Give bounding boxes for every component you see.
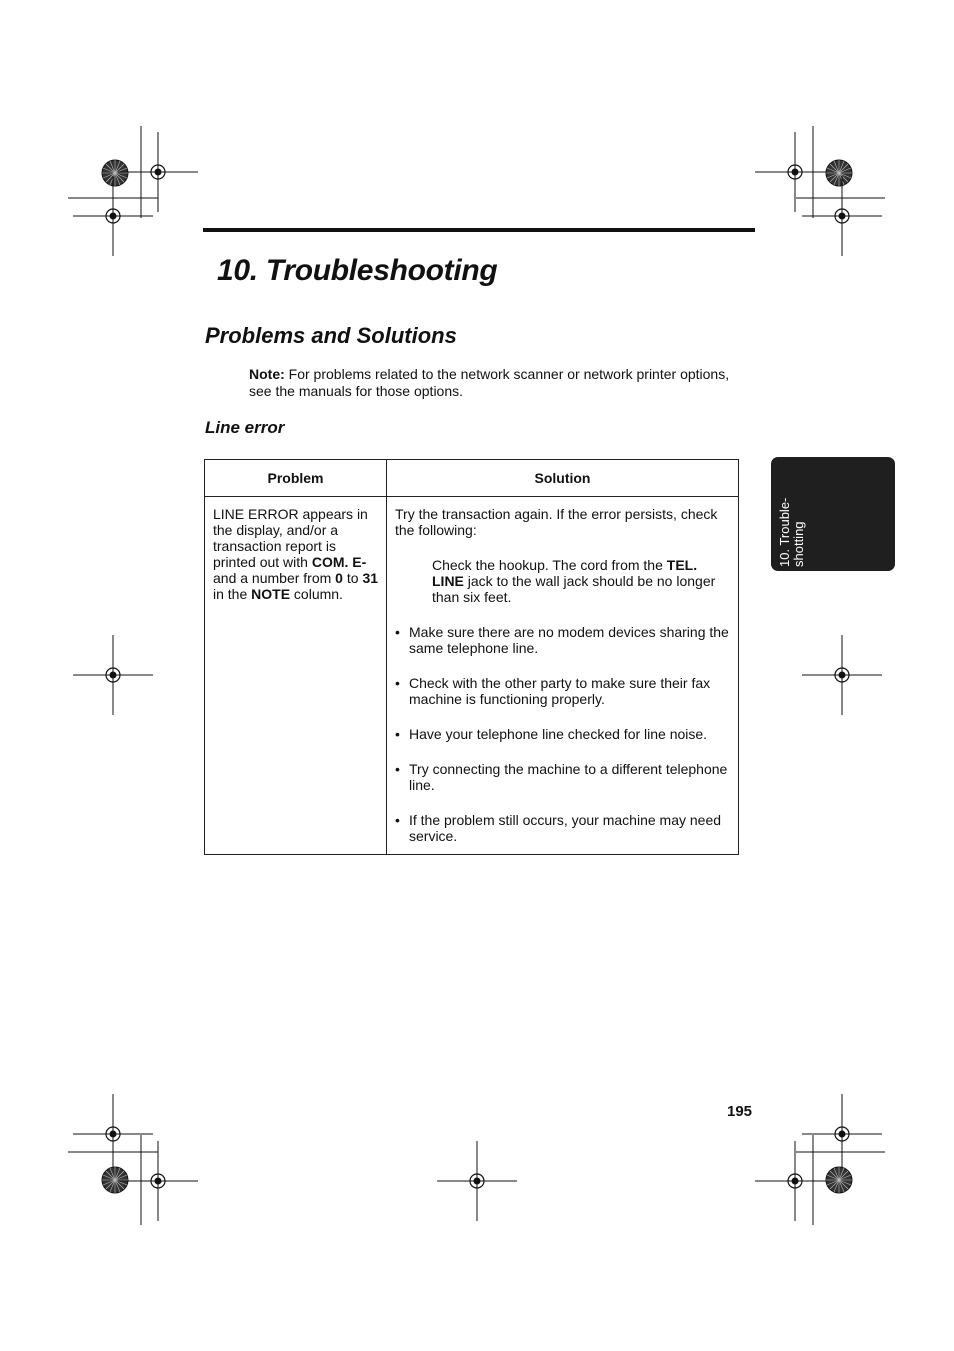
solution-list bbox=[395, 624, 732, 844]
solution-intro: Try the transaction again. If the error persists, check the following: bbox=[395, 506, 718, 538]
problem-text: LINE ERROR appears in the display, and/or a transaction report is printed out with bbox=[213, 506, 368, 570]
chapter-title: 10. Troubleshooting bbox=[217, 254, 498, 287]
chapter-side-tab bbox=[771, 457, 895, 571]
section-title: Problems and Solutions bbox=[205, 323, 457, 348]
problem-text: and a number from bbox=[213, 570, 336, 586]
header-problem: Problem bbox=[205, 460, 387, 497]
page-number: 195 bbox=[727, 1103, 753, 1120]
note-text: For problems related to the network scanner or network printer options, see the manuals for those options. bbox=[249, 366, 730, 399]
hookup-bold: TEL. LINE bbox=[432, 557, 698, 589]
list-item: • Try connecting the machine to a different telephone line. bbox=[395, 761, 732, 793]
chapter-rule bbox=[203, 228, 755, 232]
note-label: Note: bbox=[249, 366, 285, 382]
side-tab-label: 10. Trouble-shotting bbox=[777, 497, 806, 567]
note bbox=[249, 366, 749, 400]
problem-text: column. bbox=[290, 586, 343, 602]
header-solution: Solution bbox=[387, 460, 739, 497]
problem-bold: 0 bbox=[335, 570, 343, 586]
problem-text: to bbox=[342, 570, 363, 586]
hookup-text: Check the hookup. The cord from the bbox=[432, 557, 667, 573]
list-item: • Have your telephone line checked for line noise. bbox=[395, 726, 732, 742]
problem-bold: NOTE bbox=[251, 586, 291, 602]
problem-cell bbox=[205, 497, 387, 855]
problem-bold: COM. E- bbox=[311, 554, 367, 570]
problem-bold: 31 bbox=[362, 570, 379, 586]
list-item: • Check with the other party to make sure their fax machine is functioning properly. bbox=[395, 675, 732, 707]
subsection-title: Line error bbox=[205, 418, 285, 437]
hookup-text: jack to the wall jack should be no longer than six feet. bbox=[432, 573, 716, 605]
solution-cell bbox=[387, 497, 739, 855]
table-row bbox=[205, 497, 739, 855]
problem-text: in the bbox=[213, 586, 252, 602]
list-item: • Make sure there are no modem devices sharing the same telephone line. bbox=[395, 624, 732, 656]
troubleshooting-table bbox=[204, 459, 739, 855]
solution-hookup bbox=[432, 557, 732, 605]
list-item: • If the problem still occurs, your machine may need service. bbox=[395, 812, 732, 844]
table-header-row bbox=[205, 460, 739, 497]
